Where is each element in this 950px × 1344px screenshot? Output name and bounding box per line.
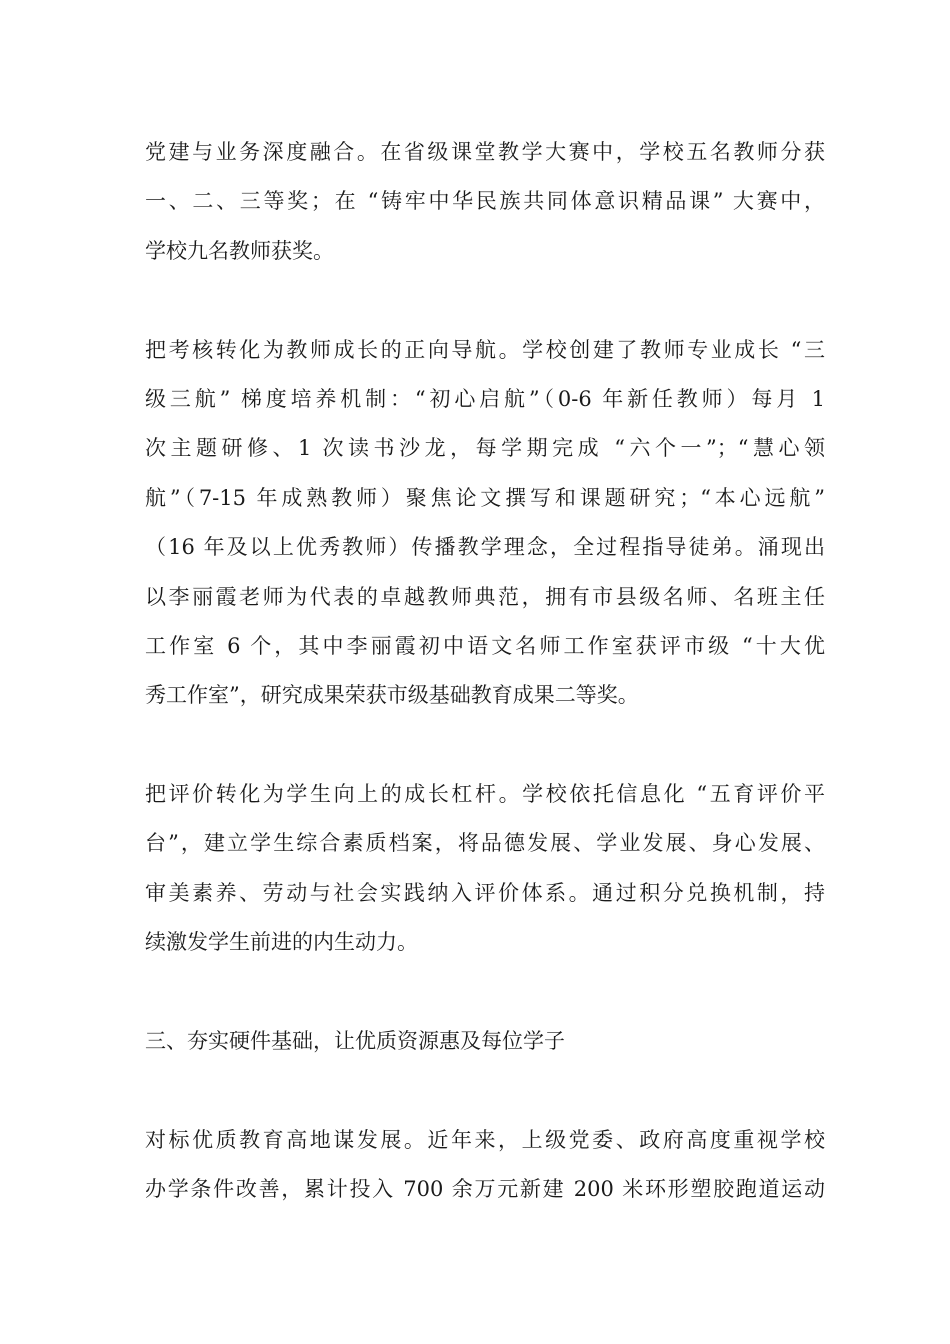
text-line: 工作室 6 个，其中李丽霞初中语文名师工作室获评市级 “十大优 — [145, 633, 825, 658]
paragraph-student-evaluation — [145, 770, 825, 968]
paragraph-spacer — [145, 721, 825, 770]
paragraph-awards — [145, 128, 825, 276]
text-line: 航”（7-15 年成熟教师）聚焦论文撰写和课题研究；“本心远航” — [145, 485, 825, 510]
text-line: 续激发学生前进的内生动力。 — [145, 930, 418, 955]
paragraph-teacher-growth — [145, 326, 825, 721]
text-line: 对标优质教育高地谋发展。近年来，上级党委、政府高度重视学校 — [145, 1127, 825, 1152]
text-line: 一、二、三等奖；在 “铸牢中华民族共同体意识精品课” 大赛中， — [145, 189, 825, 214]
text-line: 秀工作室”，研究成果荣获市级基础教育成果二等奖。 — [145, 683, 639, 708]
text-line: 次主题研修、1 次读书沙龙，每学期完成 “六个一”；“慧心领 — [145, 436, 825, 461]
text-line: 审美素养、劳动与社会实践纳入评价体系。通过积分兑换机制，持 — [145, 880, 825, 905]
text-line: （16 年及以上优秀教师）传播教学理念，全过程指导徒弟。涌现出 — [145, 535, 825, 560]
text-line: 办学条件改善，累计投入 700 余万元新建 200 米环形塑胶跑道运动 — [145, 1177, 825, 1202]
paragraph-spacer — [145, 1066, 825, 1115]
heading-line: 三、夯实硬件基础，让优质资源惠及每位学子 — [145, 1029, 565, 1054]
text-line: 党建与业务深度融合。在省级课堂教学大赛中，学校五名教师分获 — [145, 140, 825, 164]
document-body — [145, 128, 825, 1215]
text-line: 级三航” 梯度培养机制：“初心启航”（0-6 年新任教师）每月 1 — [145, 386, 825, 411]
text-line: 学校九名教师获奖。 — [145, 238, 334, 263]
text-line: 以李丽霞老师为代表的卓越教师典范，拥有市县级名师、名班主任 — [145, 584, 825, 609]
text-line: 把考核转化为教师成长的正向导航。学校创建了教师专业成长 “三 — [145, 337, 825, 362]
section-heading — [145, 1017, 825, 1066]
paragraph-facilities — [145, 1116, 825, 1215]
paragraph-spacer — [145, 968, 825, 1017]
text-line: 台”，建立学生综合素质档案，将品德发展、学业发展、身心发展、 — [145, 831, 825, 856]
text-line: 把评价转化为学生向上的成长杠杆。学校依托信息化 “五育评价平 — [145, 782, 825, 807]
paragraph-spacer — [145, 276, 825, 325]
